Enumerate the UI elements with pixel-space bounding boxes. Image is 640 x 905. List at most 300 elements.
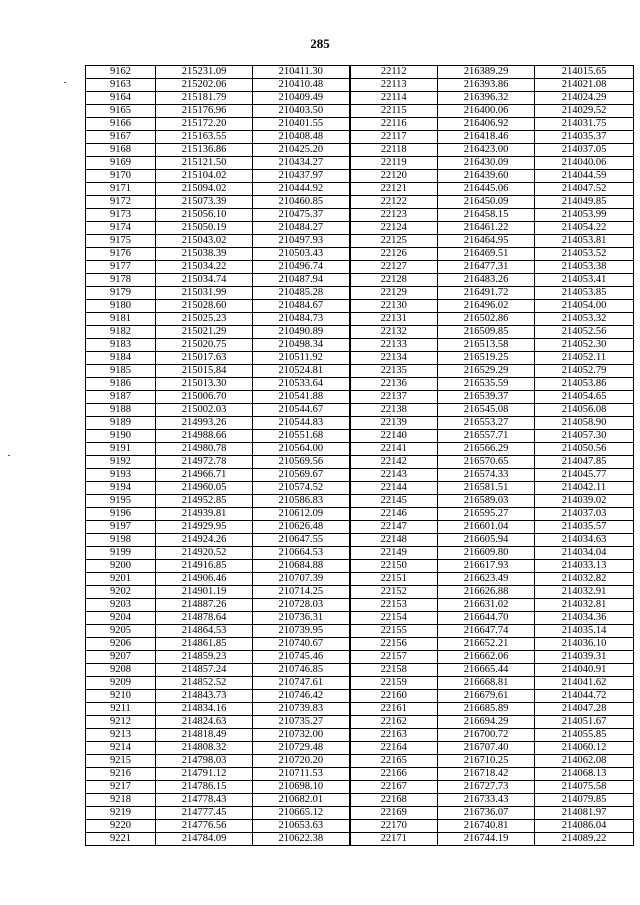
x-coordinate-cell: 215020.75 [156, 339, 253, 352]
x-coordinate-cell: 216393.86 [438, 79, 535, 92]
table-row [86, 378, 634, 391]
y-coordinate-cell: 214045.77 [535, 469, 634, 482]
y-coordinate-cell: 210684.88 [253, 560, 350, 573]
x-coordinate-cell: 216430.09 [438, 157, 535, 170]
point-number-cell: 22152 [350, 586, 438, 599]
y-coordinate-cell: 214089.22 [535, 833, 634, 846]
y-coordinate-cell: 214039.31 [535, 651, 634, 664]
point-number-cell: 22161 [350, 703, 438, 716]
x-coordinate-cell: 216496.02 [438, 300, 535, 313]
point-number-cell: 22118 [350, 144, 438, 157]
x-coordinate-cell: 216389.29 [438, 66, 535, 79]
x-coordinate-cell: 216605.94 [438, 534, 535, 547]
table-row [86, 456, 634, 469]
point-number-cell: 22140 [350, 430, 438, 443]
point-number-cell: 9172 [86, 196, 156, 209]
x-coordinate-cell: 216662.06 [438, 651, 535, 664]
x-coordinate-cell: 216545.08 [438, 404, 535, 417]
table-row [86, 586, 634, 599]
y-coordinate-cell: 214034.36 [535, 612, 634, 625]
point-number-cell: 22155 [350, 625, 438, 638]
y-coordinate-cell: 214040.91 [535, 664, 634, 677]
point-number-cell: 9174 [86, 222, 156, 235]
point-number-cell: 9204 [86, 612, 156, 625]
point-number-cell: 22115 [350, 105, 438, 118]
table-row [86, 612, 634, 625]
y-coordinate-cell: 214050.56 [535, 443, 634, 456]
x-coordinate-cell: 214901.19 [156, 586, 253, 599]
point-number-cell: 9170 [86, 170, 156, 183]
point-number-cell: 22149 [350, 547, 438, 560]
point-number-cell: 22121 [350, 183, 438, 196]
y-coordinate-cell: 214044.59 [535, 170, 634, 183]
point-number-cell: 22164 [350, 742, 438, 755]
point-number-cell: 9187 [86, 391, 156, 404]
y-coordinate-cell: 210490.89 [253, 326, 350, 339]
point-number-cell: 22113 [350, 79, 438, 92]
y-coordinate-cell: 210745.46 [253, 651, 350, 664]
x-coordinate-cell: 216733.43 [438, 794, 535, 807]
point-number-cell: 22125 [350, 235, 438, 248]
y-coordinate-cell: 214040.06 [535, 157, 634, 170]
point-number-cell: 9210 [86, 690, 156, 703]
y-coordinate-cell: 214062.08 [535, 755, 634, 768]
y-coordinate-cell: 214053.52 [535, 248, 634, 261]
x-coordinate-cell: 216423.00 [438, 144, 535, 157]
point-number-cell: 9190 [86, 430, 156, 443]
y-coordinate-cell: 214054.22 [535, 222, 634, 235]
y-coordinate-cell: 214037.03 [535, 508, 634, 521]
point-number-cell: 9220 [86, 820, 156, 833]
x-coordinate-cell: 216631.02 [438, 599, 535, 612]
y-coordinate-cell: 210714.25 [253, 586, 350, 599]
point-number-cell: 22144 [350, 482, 438, 495]
y-coordinate-cell: 214060.12 [535, 742, 634, 755]
table-row [86, 716, 634, 729]
x-coordinate-cell: 214952.85 [156, 495, 253, 508]
y-coordinate-cell: 210664.53 [253, 547, 350, 560]
x-coordinate-cell: 216626.88 [438, 586, 535, 599]
y-coordinate-cell: 210544.83 [253, 417, 350, 430]
point-number-cell: 9173 [86, 209, 156, 222]
x-coordinate-cell: 214857.24 [156, 664, 253, 677]
x-coordinate-cell: 216652.21 [438, 638, 535, 651]
x-coordinate-cell: 216700.72 [438, 729, 535, 742]
point-number-cell: 22157 [350, 651, 438, 664]
point-number-cell: 9195 [86, 495, 156, 508]
point-number-cell: 9177 [86, 261, 156, 274]
x-coordinate-cell: 214786.15 [156, 781, 253, 794]
point-number-cell: 9213 [86, 729, 156, 742]
y-coordinate-cell: 214068.13 [535, 768, 634, 781]
x-coordinate-cell: 215176.96 [156, 105, 253, 118]
x-coordinate-cell: 216461.22 [438, 222, 535, 235]
table-row [86, 183, 634, 196]
table-row [86, 534, 634, 547]
point-number-cell: 22116 [350, 118, 438, 131]
point-number-cell: 22131 [350, 313, 438, 326]
point-number-cell: 22168 [350, 794, 438, 807]
y-coordinate-cell: 214041.62 [535, 677, 634, 690]
y-coordinate-cell: 210511.92 [253, 352, 350, 365]
table-row [86, 326, 634, 339]
point-number-cell: 9202 [86, 586, 156, 599]
coordinates-table-body [86, 66, 634, 846]
point-number-cell: 22122 [350, 196, 438, 209]
table-row [86, 430, 634, 443]
point-number-cell: 9184 [86, 352, 156, 365]
x-coordinate-cell: 216445.06 [438, 183, 535, 196]
y-coordinate-cell: 210485.28 [253, 287, 350, 300]
point-number-cell: 9169 [86, 157, 156, 170]
table-row [86, 222, 634, 235]
y-coordinate-cell: 210739.95 [253, 625, 350, 638]
point-number-cell: 22159 [350, 677, 438, 690]
point-number-cell: 9188 [86, 404, 156, 417]
x-coordinate-cell: 214993.26 [156, 417, 253, 430]
point-number-cell: 22156 [350, 638, 438, 651]
x-coordinate-cell: 216519.25 [438, 352, 535, 365]
y-coordinate-cell: 210503.43 [253, 248, 350, 261]
y-coordinate-cell: 210434.27 [253, 157, 350, 170]
table-row [86, 261, 634, 274]
x-coordinate-cell: 214791.12 [156, 768, 253, 781]
y-coordinate-cell: 210460.85 [253, 196, 350, 209]
y-coordinate-cell: 214057.30 [535, 430, 634, 443]
x-coordinate-cell: 214929.95 [156, 521, 253, 534]
point-number-cell: 22139 [350, 417, 438, 430]
table-row [86, 807, 634, 820]
table-row [86, 560, 634, 573]
y-coordinate-cell: 210425.20 [253, 144, 350, 157]
x-coordinate-cell: 216727.73 [438, 781, 535, 794]
x-coordinate-cell: 214966.71 [156, 469, 253, 482]
point-number-cell: 9186 [86, 378, 156, 391]
point-number-cell: 22142 [350, 456, 438, 469]
x-coordinate-cell: 216439.60 [438, 170, 535, 183]
x-coordinate-cell: 216694.29 [438, 716, 535, 729]
y-coordinate-cell: 210437.97 [253, 170, 350, 183]
x-coordinate-cell: 216418.46 [438, 131, 535, 144]
y-coordinate-cell: 210739.83 [253, 703, 350, 716]
x-coordinate-cell: 215073.39 [156, 196, 253, 209]
x-coordinate-cell: 214776.56 [156, 820, 253, 833]
y-coordinate-cell: 210698.10 [253, 781, 350, 794]
point-number-cell: 22135 [350, 365, 438, 378]
x-coordinate-cell: 216464.95 [438, 235, 535, 248]
table-row [86, 482, 634, 495]
y-coordinate-cell: 210411.30 [253, 66, 350, 79]
table-row [86, 235, 634, 248]
point-number-cell: 9189 [86, 417, 156, 430]
y-coordinate-cell: 214032.81 [535, 599, 634, 612]
x-coordinate-cell: 216491.72 [438, 287, 535, 300]
point-number-cell: 9212 [86, 716, 156, 729]
y-coordinate-cell: 214052.30 [535, 339, 634, 352]
point-number-cell: 9168 [86, 144, 156, 157]
x-coordinate-cell: 215025.23 [156, 313, 253, 326]
table-row [86, 495, 634, 508]
y-coordinate-cell: 214075.58 [535, 781, 634, 794]
y-coordinate-cell: 210487.94 [253, 274, 350, 287]
y-coordinate-cell: 214021.08 [535, 79, 634, 92]
y-coordinate-cell: 210728.03 [253, 599, 350, 612]
point-number-cell: 22123 [350, 209, 438, 222]
x-coordinate-cell: 214864.53 [156, 625, 253, 638]
y-coordinate-cell: 210496.74 [253, 261, 350, 274]
x-coordinate-cell: 216744.19 [438, 833, 535, 846]
y-coordinate-cell: 210711.53 [253, 768, 350, 781]
table-row [86, 92, 634, 105]
y-coordinate-cell: 214086.04 [535, 820, 634, 833]
point-number-cell: 9221 [86, 833, 156, 846]
point-number-cell: 9192 [86, 456, 156, 469]
y-coordinate-cell: 214055.85 [535, 729, 634, 742]
table-row [86, 157, 634, 170]
point-number-cell: 22137 [350, 391, 438, 404]
y-coordinate-cell: 210408.48 [253, 131, 350, 144]
x-coordinate-cell: 216450.09 [438, 196, 535, 209]
table-row [86, 638, 634, 651]
table-row [86, 443, 634, 456]
table-row [86, 313, 634, 326]
point-number-cell: 9191 [86, 443, 156, 456]
x-coordinate-cell: 216647.74 [438, 625, 535, 638]
x-coordinate-cell: 216396.32 [438, 92, 535, 105]
point-number-cell: 22124 [350, 222, 438, 235]
table-row [86, 599, 634, 612]
y-coordinate-cell: 210551.68 [253, 430, 350, 443]
y-coordinate-cell: 210541.88 [253, 391, 350, 404]
x-coordinate-cell: 216740.81 [438, 820, 535, 833]
x-coordinate-cell: 215006.70 [156, 391, 253, 404]
y-coordinate-cell: 210747.61 [253, 677, 350, 690]
y-coordinate-cell: 214047.28 [535, 703, 634, 716]
point-number-cell: 22165 [350, 755, 438, 768]
table-row [86, 820, 634, 833]
y-coordinate-cell: 214035.57 [535, 521, 634, 534]
x-coordinate-cell: 215231.09 [156, 66, 253, 79]
y-coordinate-cell: 214053.86 [535, 378, 634, 391]
x-coordinate-cell: 214939.81 [156, 508, 253, 521]
y-coordinate-cell: 214035.14 [535, 625, 634, 638]
x-coordinate-cell: 214980.78 [156, 443, 253, 456]
x-coordinate-cell: 214798.03 [156, 755, 253, 768]
table-row [86, 625, 634, 638]
x-coordinate-cell: 216718.42 [438, 768, 535, 781]
x-coordinate-cell: 216617.93 [438, 560, 535, 573]
point-number-cell: 22158 [350, 664, 438, 677]
y-coordinate-cell: 210729.48 [253, 742, 350, 755]
y-coordinate-cell: 210533.64 [253, 378, 350, 391]
point-number-cell: 9205 [86, 625, 156, 638]
y-coordinate-cell: 214053.99 [535, 209, 634, 222]
table-row [86, 547, 634, 560]
table-row [86, 131, 634, 144]
point-number-cell: 9206 [86, 638, 156, 651]
x-coordinate-cell: 216458.15 [438, 209, 535, 222]
x-coordinate-cell: 215094.02 [156, 183, 253, 196]
y-coordinate-cell: 214037.05 [535, 144, 634, 157]
point-number-cell: 9183 [86, 339, 156, 352]
table-row [86, 170, 634, 183]
point-number-cell: 9171 [86, 183, 156, 196]
point-number-cell: 22163 [350, 729, 438, 742]
point-number-cell: 22171 [350, 833, 438, 846]
y-coordinate-cell: 214031.75 [535, 118, 634, 131]
y-coordinate-cell: 210746.85 [253, 664, 350, 677]
y-coordinate-cell: 210484.27 [253, 222, 350, 235]
point-number-cell: 9218 [86, 794, 156, 807]
table-row [86, 833, 634, 846]
x-coordinate-cell: 214906.46 [156, 573, 253, 586]
point-number-cell: 9198 [86, 534, 156, 547]
x-coordinate-cell: 216665.44 [438, 664, 535, 677]
point-number-cell: 9209 [86, 677, 156, 690]
table-row [86, 417, 634, 430]
y-coordinate-cell: 214029.52 [535, 105, 634, 118]
y-coordinate-cell: 210498.34 [253, 339, 350, 352]
point-number-cell: 22169 [350, 807, 438, 820]
y-coordinate-cell: 214034.63 [535, 534, 634, 547]
y-coordinate-cell: 214035.37 [535, 131, 634, 144]
y-coordinate-cell: 214042.11 [535, 482, 634, 495]
y-coordinate-cell: 214015.65 [535, 66, 634, 79]
point-number-cell: 9178 [86, 274, 156, 287]
point-number-cell: 9203 [86, 599, 156, 612]
table-row [86, 664, 634, 677]
table-row [86, 703, 634, 716]
point-number-cell: 9201 [86, 573, 156, 586]
y-coordinate-cell: 214054.00 [535, 300, 634, 313]
y-coordinate-cell: 214079.85 [535, 794, 634, 807]
x-coordinate-cell: 216581.51 [438, 482, 535, 495]
y-coordinate-cell: 210484.73 [253, 313, 350, 326]
x-coordinate-cell: 214988.66 [156, 430, 253, 443]
x-coordinate-cell: 216529.29 [438, 365, 535, 378]
x-coordinate-cell: 215038.39 [156, 248, 253, 261]
y-coordinate-cell: 210497.93 [253, 235, 350, 248]
y-coordinate-cell: 214047.52 [535, 183, 634, 196]
x-coordinate-cell: 214861.85 [156, 638, 253, 651]
x-coordinate-cell: 216557.71 [438, 430, 535, 443]
point-number-cell: 9182 [86, 326, 156, 339]
y-coordinate-cell: 210612.09 [253, 508, 350, 521]
table-row [86, 144, 634, 157]
x-coordinate-cell: 215013.30 [156, 378, 253, 391]
page-number: 285 [310, 36, 330, 51]
point-number-cell: 9164 [86, 92, 156, 105]
point-number-cell: 9180 [86, 300, 156, 313]
table-row [86, 339, 634, 352]
table-row [86, 391, 634, 404]
y-coordinate-cell: 210544.67 [253, 404, 350, 417]
y-coordinate-cell: 210736.31 [253, 612, 350, 625]
y-coordinate-cell: 210707.39 [253, 573, 350, 586]
y-coordinate-cell: 210574.52 [253, 482, 350, 495]
point-number-cell: 9208 [86, 664, 156, 677]
point-number-cell: 22133 [350, 339, 438, 352]
x-coordinate-cell: 216710.25 [438, 755, 535, 768]
x-coordinate-cell: 215043.02 [156, 235, 253, 248]
point-number-cell: 9181 [86, 313, 156, 326]
point-number-cell: 22126 [350, 248, 438, 261]
table-row [86, 404, 634, 417]
point-number-cell: 22170 [350, 820, 438, 833]
y-coordinate-cell: 214034.04 [535, 547, 634, 560]
point-number-cell: 9214 [86, 742, 156, 755]
point-number-cell: 22119 [350, 157, 438, 170]
point-number-cell: 9163 [86, 79, 156, 92]
point-number-cell: 22120 [350, 170, 438, 183]
x-coordinate-cell: 214859.23 [156, 651, 253, 664]
x-coordinate-cell: 215031.99 [156, 287, 253, 300]
x-coordinate-cell: 216589.03 [438, 495, 535, 508]
point-number-cell: 22112 [350, 66, 438, 79]
point-number-cell: 9167 [86, 131, 156, 144]
x-coordinate-cell: 216679.61 [438, 690, 535, 703]
y-coordinate-cell: 210569.56 [253, 456, 350, 469]
x-coordinate-cell: 216509.85 [438, 326, 535, 339]
x-coordinate-cell: 214784.09 [156, 833, 253, 846]
y-coordinate-cell: 214053.85 [535, 287, 634, 300]
point-number-cell: 9199 [86, 547, 156, 560]
y-coordinate-cell: 210626.48 [253, 521, 350, 534]
table-row [86, 755, 634, 768]
y-coordinate-cell: 214032.91 [535, 586, 634, 599]
point-number-cell: 9215 [86, 755, 156, 768]
table-row [86, 196, 634, 209]
x-coordinate-cell: 216553.27 [438, 417, 535, 430]
y-coordinate-cell: 210569.67 [253, 469, 350, 482]
table-row [86, 248, 634, 261]
y-coordinate-cell: 214044.72 [535, 690, 634, 703]
y-coordinate-cell: 210586.83 [253, 495, 350, 508]
y-coordinate-cell: 210682.01 [253, 794, 350, 807]
x-coordinate-cell: 216469.51 [438, 248, 535, 261]
point-number-cell: 22154 [350, 612, 438, 625]
x-coordinate-cell: 214960.05 [156, 482, 253, 495]
y-coordinate-cell: 214053.81 [535, 235, 634, 248]
x-coordinate-cell: 216400.06 [438, 105, 535, 118]
table-row [86, 118, 634, 131]
y-coordinate-cell: 210732.00 [253, 729, 350, 742]
y-coordinate-cell: 214058.90 [535, 417, 634, 430]
table-row [86, 105, 634, 118]
x-coordinate-cell: 216406.92 [438, 118, 535, 131]
table-row [86, 781, 634, 794]
y-coordinate-cell: 210653.63 [253, 820, 350, 833]
table-row [86, 300, 634, 313]
x-coordinate-cell: 215104.02 [156, 170, 253, 183]
point-number-cell: 22132 [350, 326, 438, 339]
y-coordinate-cell: 210746.42 [253, 690, 350, 703]
point-number-cell: 9165 [86, 105, 156, 118]
y-coordinate-cell: 210665.12 [253, 807, 350, 820]
table-row [86, 521, 634, 534]
x-coordinate-cell: 215017.63 [156, 352, 253, 365]
y-coordinate-cell: 210740.67 [253, 638, 350, 651]
point-number-cell: 22167 [350, 781, 438, 794]
point-number-cell: 22166 [350, 768, 438, 781]
x-coordinate-cell: 215034.22 [156, 261, 253, 274]
point-number-cell: 9200 [86, 560, 156, 573]
y-coordinate-cell: 214053.41 [535, 274, 634, 287]
x-coordinate-cell: 214808.32 [156, 742, 253, 755]
point-number-cell: 22160 [350, 690, 438, 703]
y-coordinate-cell: 210444.92 [253, 183, 350, 196]
point-number-cell: 9179 [86, 287, 156, 300]
